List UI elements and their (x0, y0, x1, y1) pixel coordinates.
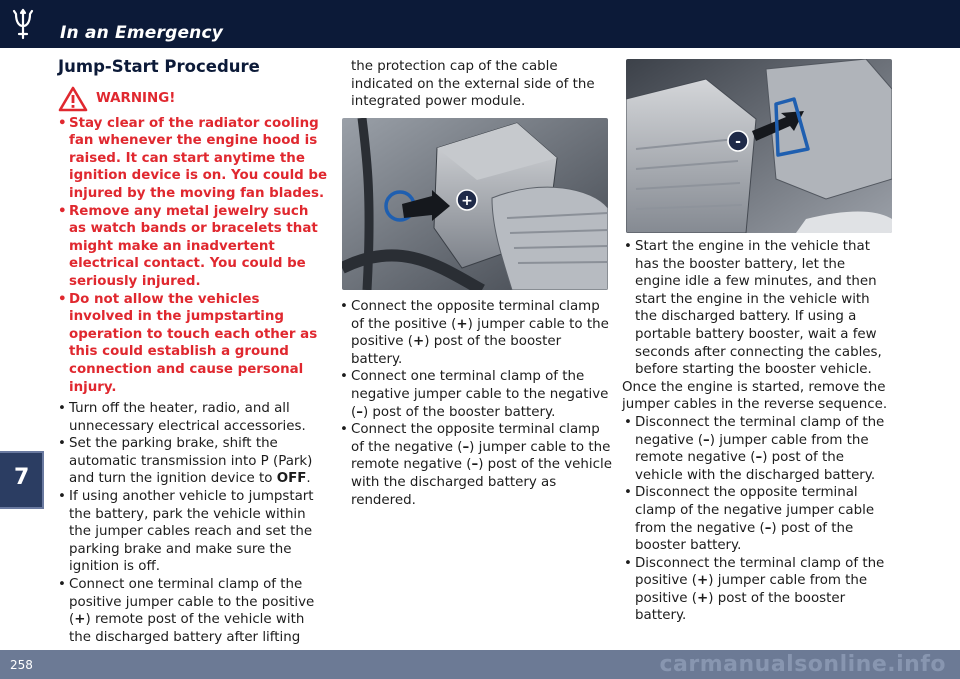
page-heading: Jump-Start Procedure (58, 57, 260, 76)
engine-photo-negative (626, 59, 892, 233)
page-header (0, 0, 960, 48)
column-middle-steps (340, 298, 615, 509)
warning-item: • Remove any metal jewelry such as watch bands or bracelets that might make an inadvertent electrical contact. You could be seriously injured. (58, 203, 328, 291)
warning-item: • Stay clear of the radiator cooling fan whenever the engine hood is raised. It can start anytime the ignition device is on. You could be injured by the moving fan blades. (58, 115, 328, 203)
column-middle (340, 58, 615, 111)
column-right (624, 238, 892, 625)
warning-header (58, 86, 328, 112)
off-label: OFF (276, 471, 307, 487)
negative-terminal-photo-icon (626, 59, 892, 233)
paragraph: Once the engine is started, remove the jumper cables in the reverse sequence. (622, 379, 888, 413)
watermark: carmanualsonline.info (659, 652, 946, 677)
list-item: • Connect one terminal clamp of the positive jumper cable to the positive (+) remote post of the vehicle with the discharged battery after lifting (58, 576, 328, 646)
list-item: • Turn off the heater, radio, and all unnecessary electrical accessories. (58, 400, 328, 435)
list-item: • Disconnect the opposite terminal clamp of the negative jumper cable from the negative (–) post of the booster battery. (624, 484, 892, 554)
list-item: • Start the engine in the vehicle that has the booster battery, let the engine idle a few minutes, and then start the engine in the vehicle with the discharged battery. If using a portable battery booster, wait a few seconds after connecting the cables, before starting the booster vehicle. (624, 238, 892, 379)
chapter-number: 7 (14, 465, 30, 490)
list-item: • Disconnect the terminal clamp of the negative (–) jumper cable from the remote negative (–) post of the vehicle with the discharged battery. (624, 414, 892, 484)
engine-photo-positive (342, 118, 608, 290)
warning-label: WARNING! (96, 90, 176, 106)
removal-steps (624, 414, 892, 625)
continued-text: the protection cap of the cable indicated on the external side of the integrated power module. (351, 59, 595, 110)
list-item: • Disconnect the terminal clamp of the positive (+) jumper cable from the positive (+) post of the booster battery. (624, 555, 892, 625)
list-item: • Set the parking brake, shift the automatic transmission into P (Park) and turn the ignition device to OFF. (58, 435, 328, 488)
warning-triangle-icon (58, 86, 88, 112)
list-item: • Connect the opposite terminal clamp of the negative (–) jumper cable to the remote negative (–) post of the vehicle with the discharged battery as rendered. (340, 421, 615, 509)
column-left (58, 56, 328, 646)
trident-logo-icon (10, 8, 36, 40)
positive-terminal-photo-icon (342, 118, 608, 290)
procedure-steps (624, 238, 892, 379)
warning-item: • Do not allow the vehicles involved in the jumpstarting operation to touch each other as this could establish a ground connection and cause personal injury. (58, 291, 328, 397)
procedure-steps (58, 400, 328, 646)
page-number: 258 (10, 658, 33, 672)
page-footer (0, 650, 960, 679)
list-item: • If using another vehicle to jumpstart the battery, park the vehicle within the jumper cables reach and set the parking brake and make sure the ignition is off. (58, 488, 328, 576)
procedure-steps (340, 298, 615, 509)
list-item: • Connect the opposite terminal clamp of the positive (+) jumper cable to the positive (+) post of the booster battery. (340, 298, 615, 368)
chapter-tab[interactable] (0, 451, 44, 509)
photo-marker-positive: + (461, 193, 473, 209)
section-title: In an Emergency (60, 23, 224, 43)
warning-list (58, 115, 328, 397)
list-item: • Connect one terminal clamp of the negative jumper cable to the negative (–) post of the booster battery. (340, 368, 615, 421)
photo-marker-negative: - (735, 134, 741, 150)
